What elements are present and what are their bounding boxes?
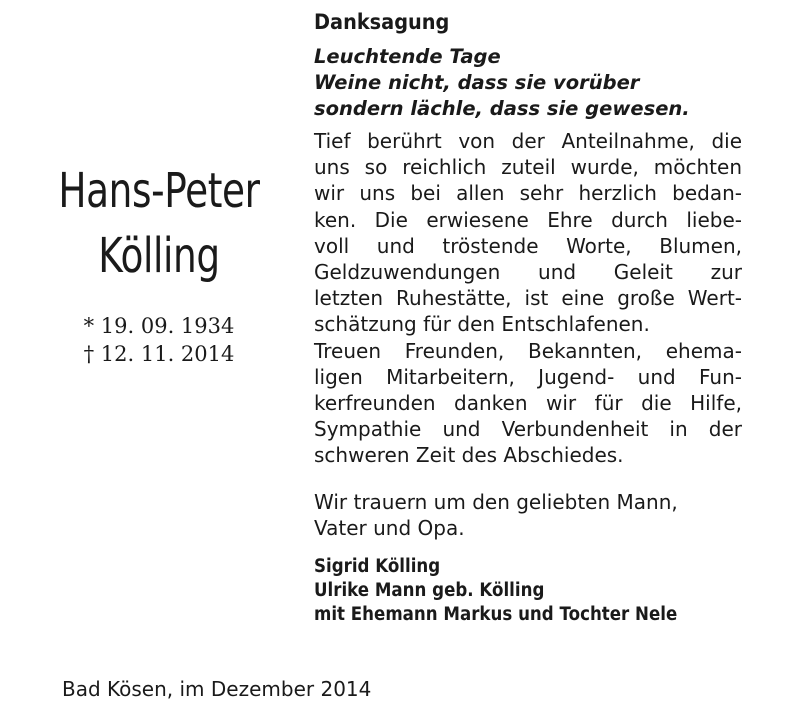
thanks-text xyxy=(314,128,742,469)
text-line: kerfreunden danken wir für die Hilfe, xyxy=(314,391,742,416)
birth-date: * 19. 09. 1934 xyxy=(83,314,235,338)
motto xyxy=(314,44,742,122)
text-line: ligen Mitarbeitern, Jugend- und Fun- xyxy=(314,364,742,389)
signature-line: Sigrid Kölling xyxy=(314,556,441,578)
text-line: wir uns bei allen sehr herzlich bedan- xyxy=(314,181,742,206)
signature-line: mit Ehemann Markus und Tochter Nele xyxy=(314,604,678,626)
motto-line: Leuchtende Tage xyxy=(314,45,501,68)
deceased-first-name: Hans-Peter xyxy=(58,163,260,219)
text-line: schweren Zeit des Abschiedes. xyxy=(314,443,624,468)
text-line: ken. Die erwiesene Ehre durch liebe- xyxy=(314,207,742,232)
text-line: Sympathie und Verbundenheit in der xyxy=(314,417,742,442)
text-line: Treuen Freunden, Bekannten, ehema- xyxy=(314,338,742,363)
place-date: Bad Kösen, im Dezember 2014 xyxy=(62,677,372,701)
deceased-last-name: Kölling xyxy=(98,228,220,284)
signatures xyxy=(314,555,742,627)
death-date: † 12. 11. 2014 xyxy=(83,342,235,366)
motto-line: Weine nicht, dass sie vorüber xyxy=(314,71,640,94)
life-dates xyxy=(0,312,318,368)
text-line: letzten Ruhestätte, ist eine große Wert- xyxy=(314,286,742,311)
text-line: Geldzuwendungen und Geleit zur xyxy=(314,260,742,285)
signature-line: Ulrike Mann geb. Kölling xyxy=(314,580,545,602)
closing-line: Wir trauern um den geliebten Mann, xyxy=(314,489,678,514)
text-line: uns so reichlich zuteil wurde, möchten xyxy=(314,155,742,180)
heading: Danksagung xyxy=(314,10,450,34)
thanks-panel xyxy=(314,8,742,627)
text-line: Tief berührt von der Anteilnahme, die xyxy=(314,129,742,153)
text-line: schätzung für den Entschlafenen. xyxy=(314,312,650,337)
motto-line: sondern lächle, dass sie gewesen. xyxy=(314,97,690,120)
text-line: voll und tröstende Worte, Blumen, xyxy=(314,233,742,258)
closing-text xyxy=(314,489,742,541)
closing-line: Vater und Opa. xyxy=(314,515,465,540)
